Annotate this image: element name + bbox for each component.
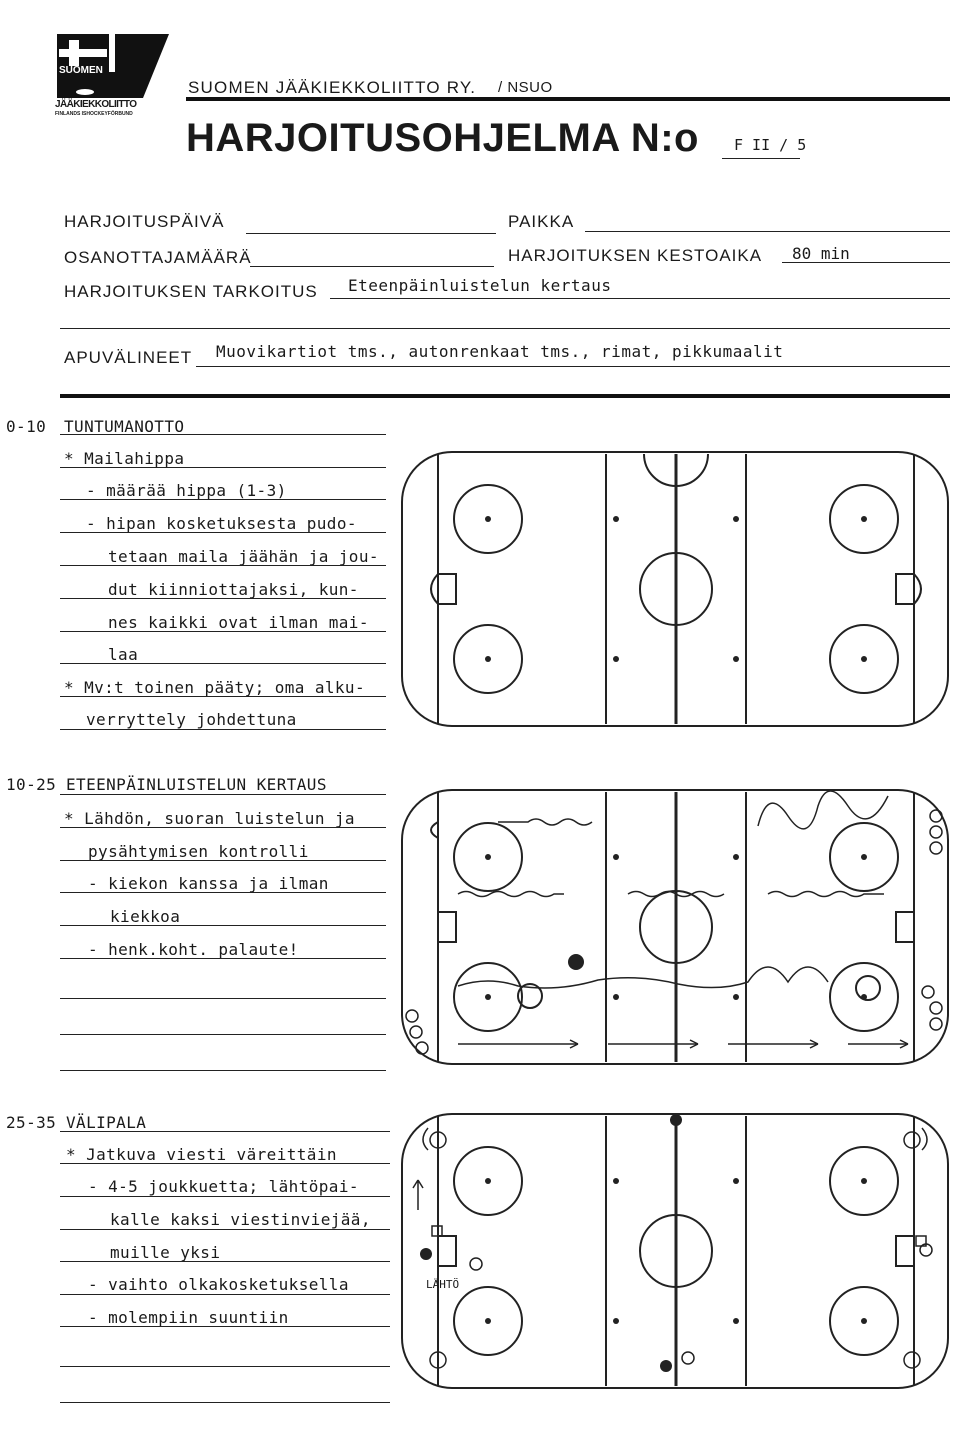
section-1-rule <box>60 663 386 664</box>
section-2-rule <box>60 794 386 795</box>
section-2-line: kiekkoa <box>110 907 181 926</box>
ice-rink-diagram-icon <box>398 786 953 1068</box>
section-3-line: kalle kaksi viestinviejää, <box>110 1210 371 1229</box>
section-3-rule <box>60 1163 390 1164</box>
equipment-value: Muovikartiot tms., autonrenkaat tms., rimat, pikkumaalit <box>216 342 784 361</box>
logo-main-text: JÄÄKIEKKOLIITTO <box>55 99 137 110</box>
equipment-label: APUVÄLINEET <box>64 348 193 367</box>
section-1-title: TUNTUMANOTTO <box>64 417 185 436</box>
purpose-label: HARJOITUKSEN TARKOITUS <box>64 282 318 301</box>
section-1-rule <box>60 434 386 435</box>
section-1-line: * Mailahippa <box>64 449 185 468</box>
section-3-line: muille yksi <box>110 1243 221 1262</box>
logo <box>55 32 173 120</box>
duration-field[interactable] <box>782 262 950 263</box>
section-2-line: pysähtymisen kontrolli <box>88 842 309 861</box>
section-1-line: dut kiinniottajaksi, kun- <box>108 580 359 599</box>
section-3-time: 25-35 <box>6 1113 57 1132</box>
section-1-rule <box>60 499 386 500</box>
section-3-rule <box>60 1326 390 1327</box>
section-1-rule <box>60 696 386 697</box>
start-label: LÄHTÖ <box>426 1278 460 1291</box>
blank-rule-1 <box>60 328 950 329</box>
section-1-rule <box>60 631 386 632</box>
logo-sub-text: FINLANDS ISHOCKEYFÖRBUND <box>55 111 133 117</box>
equipment-field[interactable] <box>196 366 950 367</box>
page-title: HARJOITUSOHJELMA N:o <box>186 116 699 160</box>
ice-rink-diagram-icon <box>398 1110 953 1392</box>
section-2-blank-rule <box>60 998 386 999</box>
section-2-line: - henk.koht. palaute! <box>88 940 299 959</box>
section-3-rule <box>60 1261 390 1262</box>
ice-rink-diagram-icon <box>398 448 953 730</box>
section-3-rule <box>60 1294 390 1295</box>
program-number-underline <box>722 158 800 159</box>
section-3-blank-rule <box>60 1366 390 1367</box>
section-2-title: ETEENPÄINLUISTELUN KERTAUS <box>66 775 327 794</box>
section-3-line: * Jatkuva viesti väreittäin <box>66 1145 337 1164</box>
section-2-rule <box>60 892 386 893</box>
section-3-line: - 4-5 joukkuetta; lähtöpai- <box>88 1177 359 1196</box>
org-name: SUOMEN JÄÄKIEKKOLIITTO RY. <box>188 78 477 97</box>
date-field[interactable] <box>246 233 496 234</box>
section-3-blank-rule <box>60 1402 390 1403</box>
section-1-line: nes kaikki ovat ilman mai- <box>108 613 369 632</box>
section-3-rule <box>60 1229 390 1230</box>
date-label: HARJOITUSPÄIVÄ <box>64 212 225 231</box>
section-3-title: VÄLIPALA <box>66 1113 147 1132</box>
section-1-rule <box>60 598 386 599</box>
section-1-time: 0-10 <box>6 417 47 436</box>
section-1-line: laa <box>108 645 139 664</box>
org-suffix: / NSUO <box>498 79 553 96</box>
section-2-line: * Lähdön, suoran luistelun ja <box>64 809 355 828</box>
section-1-line: verryttely johdettuna <box>86 710 297 729</box>
section-2-time: 10-25 <box>6 775 57 794</box>
form-bottom-rule <box>60 394 950 398</box>
section-1-rule <box>60 729 386 730</box>
participants-field[interactable] <box>250 266 494 267</box>
purpose-field[interactable] <box>330 298 950 299</box>
program-number: F II / 5 <box>734 136 807 154</box>
section-1-line: - määrää hippa (1-3) <box>86 481 287 500</box>
section-1-rule <box>60 565 386 566</box>
purpose-value: Eteenpäinluistelun kertaus <box>348 276 612 295</box>
section-1-line: * Mv:t toinen pääty; oma alku- <box>64 678 365 697</box>
section-3-rule <box>60 1196 390 1197</box>
participants-label: OSANOTTAJAMÄÄRÄ <box>64 248 252 267</box>
section-2-rule <box>60 860 386 861</box>
section-2-rule <box>60 925 386 926</box>
section-1-line: - hipan kosketuksesta pudo- <box>86 514 357 533</box>
section-1-rule <box>60 532 386 533</box>
header-rule <box>186 97 950 101</box>
place-field[interactable] <box>585 231 950 232</box>
section-2-blank-rule <box>60 1034 386 1035</box>
section-1-line: tetaan maila jäähän ja jou- <box>108 547 379 566</box>
section-2-line: - kiekon kanssa ja ilman <box>88 874 329 893</box>
section-3-rule <box>60 1131 390 1132</box>
section-2-rule <box>60 958 386 959</box>
place-label: PAIKKA <box>508 212 575 231</box>
logo-top-text: SUOMEN <box>59 65 103 76</box>
section-1-rule <box>60 467 386 468</box>
section-3-line: - molempiin suuntiin <box>88 1308 289 1327</box>
section-2-rule <box>60 827 386 828</box>
duration-value: 80 min <box>792 244 850 263</box>
duration-label: HARJOITUKSEN KESTOAIKA <box>508 246 763 265</box>
section-2-blank-rule <box>60 1070 386 1071</box>
section-3-line: - vaihto olkakosketuksella <box>88 1275 349 1294</box>
